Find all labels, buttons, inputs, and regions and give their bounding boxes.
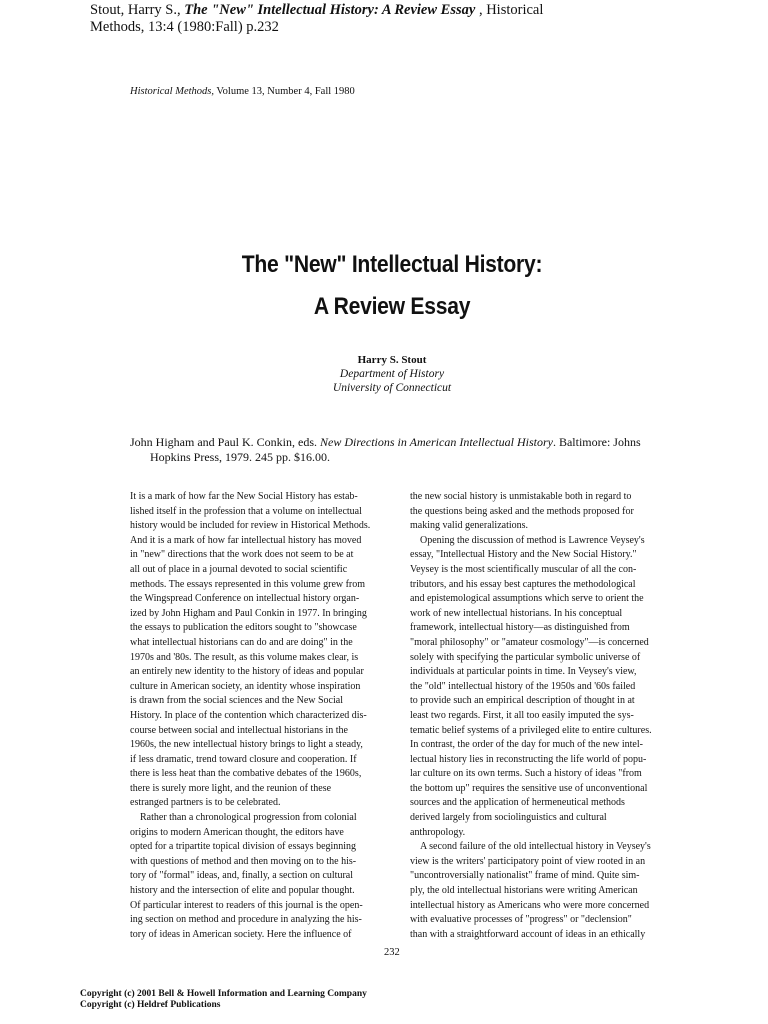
body-line: In contrast, the order of the day for much of the new intel-	[410, 739, 643, 751]
body-line: in "new" directions that the work does not seem to be at	[130, 549, 354, 561]
body-line: estranged partners is to be celebrated.	[130, 797, 281, 809]
page-number: 232	[384, 947, 400, 958]
body-line: essay, "Intellectual History and the New Social History."	[410, 549, 637, 561]
body-line: the questions being asked and the methods proposed for	[410, 505, 634, 517]
body-line: "moral philosophy" or "amateur cosmology"—is concerned	[410, 636, 649, 648]
body-line: tory of ideas in American society. Here the influence of	[130, 928, 352, 940]
author-name: Harry S. Stout	[357, 354, 427, 366]
body-line: lectual history lies in reconstructing the life world of popu-	[410, 753, 647, 765]
body-line: anthropology.	[410, 826, 466, 838]
body-line: ing section on method and procedure in analyzing the his-	[130, 914, 362, 926]
body-column-left	[130, 490, 395, 942]
body-line: lar culture on its own terms. Such a history of ideas "from	[410, 768, 642, 780]
body-line: 1970s and '80s. The result, as this volume makes clear, is	[130, 651, 359, 663]
body-line: making valid generalizations.	[410, 520, 529, 532]
body-line: an entirely new identity to the history of ideas and popular	[130, 666, 364, 678]
reviewed-book-reference	[130, 435, 670, 465]
body-line: tributors, and his essay best captures the methodological	[410, 578, 636, 590]
body-line: Veysey is the most scientifically muscular of all the con-	[410, 563, 637, 575]
body-line: history and the intersection of elite and popular thought.	[130, 885, 355, 897]
citation-suffix: , Historical	[475, 2, 544, 18]
body-line: view is the writers' participatory point of view rooted in an	[410, 855, 646, 867]
body-line: the new social history is unmistakable both in regard to	[410, 491, 632, 502]
body-line: framework, intellectual history—as distinguished from	[410, 622, 630, 634]
body-line: least two regards. First, it all too easily imputed the sys-	[410, 709, 634, 721]
body-line: A second failure of the old intellectual history in Veysey's	[420, 841, 651, 853]
author-department: Department of History	[339, 368, 445, 380]
body-line: the bottom up" requires the sensitive use of unconventional	[410, 782, 648, 794]
body-line: with questions of method and then moving on to the his-	[130, 855, 357, 867]
body-line: intellectual history as Americans who were more concerned	[410, 899, 650, 911]
body-line: if less dramatic, trend toward closure and cooperation. If	[130, 753, 357, 765]
body-line: course between social and intellectual historians in the	[130, 724, 348, 736]
citation-prefix: Stout, Harry S.,	[90, 2, 185, 18]
body-line: origins to modern American thought, the editors have	[130, 826, 344, 838]
body-line: is drawn from the social sciences and the New Social	[130, 695, 343, 707]
body-line: what intellectual historians can do and are doing" in the	[130, 636, 353, 648]
body-line: history would be included for review in Historical Methods.	[130, 520, 371, 532]
body-line: sources and the application of hermeneutical methods	[410, 797, 625, 809]
article-title-line1: The "New" Intellectual History:	[241, 251, 543, 278]
body-line: "uncontroversially nationalist" frame of mind. Quite sim-	[410, 870, 640, 882]
body-line: tematic belief systems of a privileged elite to entire cultures.	[410, 724, 652, 736]
body-line: individuals at particular points in time. In Veysey's view,	[410, 666, 637, 678]
article-title-line2: A Review Essay	[313, 293, 471, 320]
book-editors: John Higham and Paul K. Conkin, eds.	[130, 435, 320, 449]
body-line: Rather than a chronological progression from colonial	[140, 812, 357, 824]
journal-name: Historical Methods,	[130, 86, 214, 97]
body-line: And it is a mark of how far intellectual history has moved	[130, 534, 362, 546]
body-column-right	[410, 490, 675, 942]
body-line: all out of place in a journal devoted to social scientific	[130, 563, 348, 575]
author-block	[230, 353, 554, 395]
journal-issue: Volume 13, Number 4, Fall 1980	[214, 86, 355, 97]
body-line: Of particular interest to readers of this journal is the open-	[130, 899, 363, 911]
copyright-line: Copyright (c) 2001 Bell & Howell Information and Learning Company	[80, 989, 367, 999]
body-line: 1960s, the new intellectual history brings to light a steady,	[130, 739, 363, 751]
book-publisher: . Baltimore: Johns	[552, 435, 641, 449]
body-line: ply, the old intellectual historians were writing American	[410, 885, 638, 897]
body-line: History. In place of the contention which characterized dis-	[130, 709, 367, 721]
journal-line	[130, 86, 355, 97]
body-line: the essays to publication the editors sought to "showcase	[130, 622, 357, 634]
body-line: than with a straightforward account of ideas in an ethically	[410, 928, 646, 940]
body-line: with evaluative processes of "progress" or "declension"	[410, 914, 632, 926]
body-line: Opening the discussion of method is Lawrence Veysey's	[420, 534, 645, 546]
body-line: methods. The essays represented in this volume grew from	[130, 578, 366, 590]
body-line: the Wingspread Conference on intellectual history organ-	[130, 593, 360, 605]
body-line: opted for a tripartite topical division of essays beginning	[130, 841, 357, 853]
citation-line2: Methods, 13:4 (1980:Fall) p.232	[90, 19, 279, 35]
copyright-footer	[80, 989, 367, 1011]
body-line: the "old" intellectual history of the 1950s and '60s failed	[410, 680, 636, 692]
book-title: New Directions in American Intellectual History	[320, 435, 553, 449]
body-line: ized by John Higham and Paul Conkin in 1977. In bringing	[130, 607, 367, 619]
copyright-line: Copyright (c) Heldref Publications	[80, 1000, 221, 1010]
book-details: Hopkins Press, 1979. 245 pp. $16.00.	[150, 450, 331, 464]
body-line: It is a mark of how far the New Social History has estab-	[130, 491, 358, 502]
body-line: there is less heat than the combative debates of the 1960s,	[130, 768, 362, 780]
body-line: to provide such an empirical description of thought in at	[410, 695, 635, 707]
citation-header	[90, 2, 690, 36]
body-line: lished itself in the profession that a volume on intellectual	[130, 505, 362, 517]
body-line: and epistemological assumptions which serve to orient the	[410, 593, 644, 605]
body-line: culture in American society, an identity whose inspiration	[130, 680, 361, 692]
citation-title: The "New" Intellectual History: A Review Essay	[184, 2, 476, 18]
body-line: tory of "formal" ideas, and, finally, a section on cultural	[130, 870, 354, 882]
body-line: there is surely more light, and the reunion of these	[130, 782, 332, 794]
author-university: University of Connecticut	[332, 382, 452, 394]
body-line: derived largely from sociolinguistics and cultural	[410, 812, 607, 824]
body-line: work of new intellectual historians. In his conceptual	[410, 607, 623, 619]
body-line: solely with specifying the particular symbolic universe of	[410, 651, 641, 663]
